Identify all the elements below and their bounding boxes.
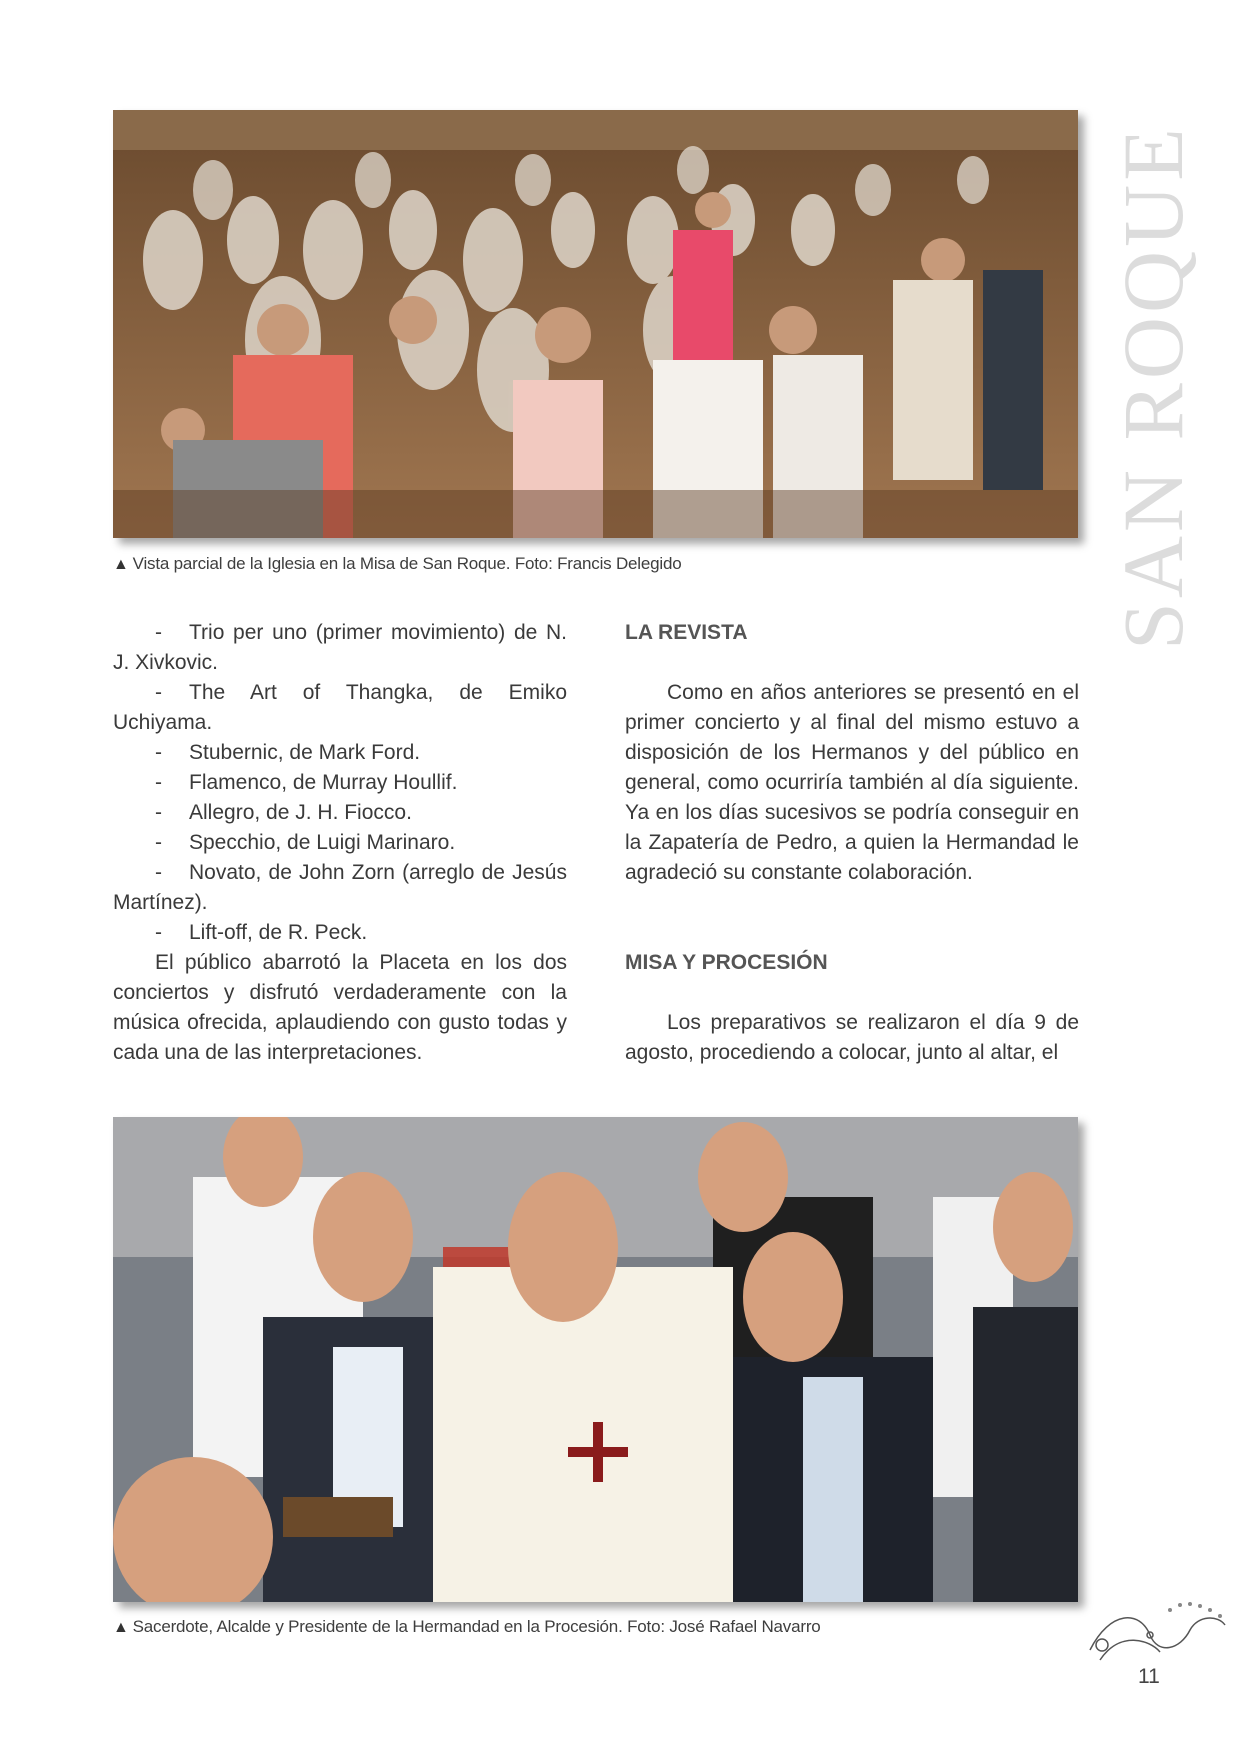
right-text-column [625,618,1079,1068]
page-number: 11 [1138,1665,1160,1688]
section-side-title: SAN ROQUE [1105,124,1201,650]
misa-paragraph: Los preparativos se realizaron el día 9 de agosto, procediendo a colocar, junto al altar, el [625,1011,1079,1064]
program-item: - Trio per uno (primer movimiento) de N. J. Xivkovic. [113,621,567,674]
program-item: - Flamenco, de Murray Houllif. [155,771,458,794]
section-heading-revista: LA REVISTA [625,621,748,644]
bottom-photo-caption [113,1617,821,1637]
section-heading-misa: MISA Y PROCESIÓN [625,951,828,974]
left-text-column [113,618,567,1068]
decorative-ornament-icon [1080,1590,1230,1670]
program-item: - Lift-off, de R. Peck. [155,921,368,944]
program-item: - Allegro, de J. H. Fiocco. [155,801,412,824]
caption-marker: ▲ [113,1619,129,1636]
caption-marker: ▲ [113,556,129,573]
revista-paragraph: Como en años anteriores se presentó en el primer concierto y al final del mismo estuvo a disposición de los Hermanos y del público en general, como ocurriría también al día siguiente. Ya en los días sucesivos se podría conseguir en la Zapatería de Pedro, a quien la Hermandad le agradeció su constante colaboración. [625,681,1079,884]
program-item: - Stubernic, de Mark Ford. [155,741,421,764]
program-item: - The Art of Thangka, de Emiko Uchiyama. [113,681,567,734]
caption-text: Sacerdote, Alcalde y Presidente de la Hermandad en la Procesión. Foto: José Rafael Navarro [132,1617,821,1636]
closing-paragraph: El público abarrotó la Placeta en los dos conciertos y disfrutó verdaderamente con la música ofrecida, aplaudiendo con gusto todas y cada una de las interpretaciones. [113,951,567,1064]
program-item: - Specchio, de Luigi Marinaro. [155,831,456,854]
caption-text: Vista parcial de la Iglesia en la Misa de San Roque. Foto: Francis Delegido [132,554,682,573]
church-mass-photo [113,110,1078,538]
procession-photo [113,1117,1078,1602]
program-item: - Novato, de John Zorn (arreglo de Jesús Martínez). [113,861,567,914]
top-photo-caption [113,554,681,574]
